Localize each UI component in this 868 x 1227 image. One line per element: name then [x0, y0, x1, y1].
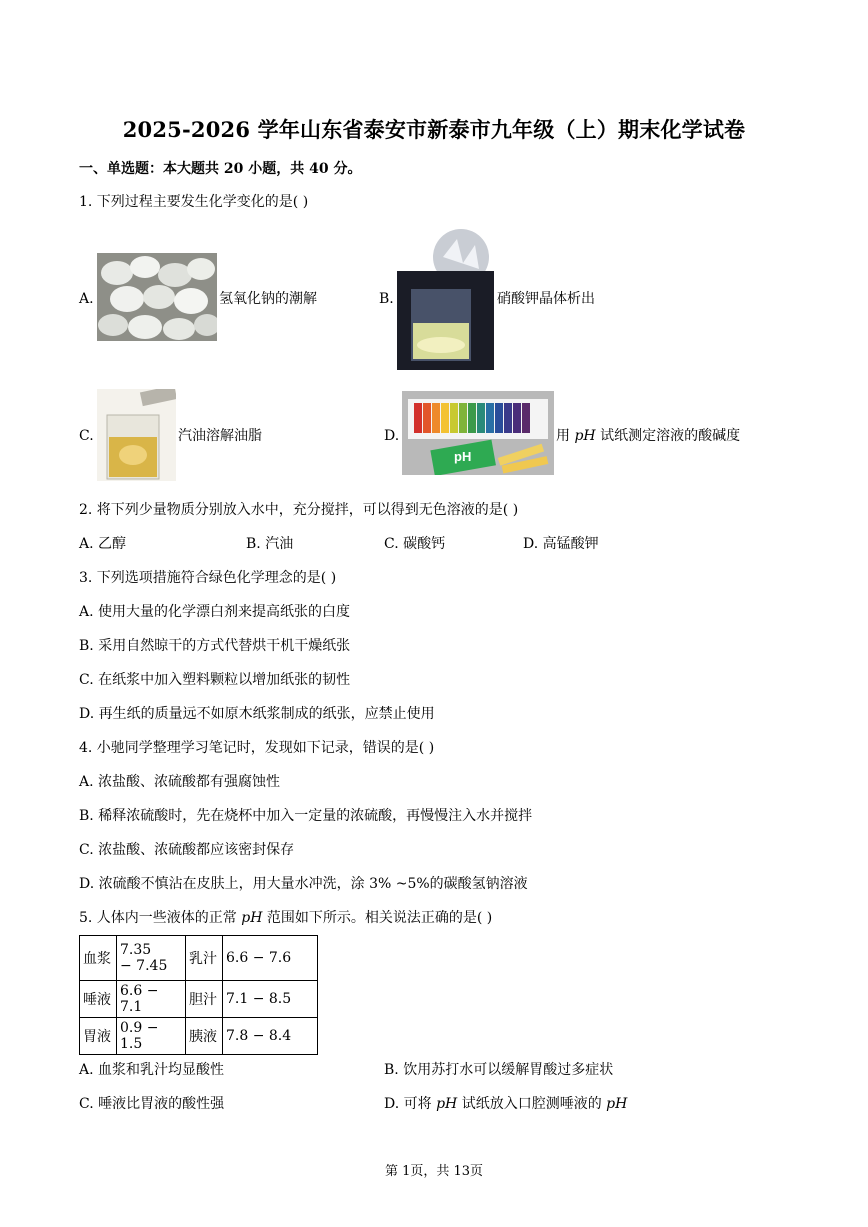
- q3-option-b: B. 采用自然晾干的方式代替烘干机干燥纸张: [79, 638, 351, 654]
- table-cell: 7.8 − 8.4: [223, 1018, 318, 1055]
- table-cell: 6.6 − 7.1: [117, 981, 186, 1018]
- q1-option-a-label: A.: [79, 291, 94, 307]
- table-cell: 7.35 − 7.45: [117, 936, 186, 981]
- q3-stem: 3. 下列选项措施符合绿色化学理念的是( ): [79, 570, 337, 586]
- q1-option-c-label: C.: [79, 428, 94, 444]
- table-cell: 7.1 − 8.5: [223, 981, 318, 1018]
- q1-option-d-text: 用 pH 试纸测定溶液的酸碱度: [556, 428, 741, 444]
- q3-option-a: A. 使用大量的化学漂白剂来提高纸张的白度: [79, 604, 351, 620]
- q4-option-c: C. 浓盐酸、浓硫酸都应该密封保存: [79, 842, 295, 858]
- table-cell: 胰液: [186, 1018, 223, 1055]
- section-heading: 一、单选题：本大题共 20 小题，共 40 分。: [79, 161, 362, 177]
- q2-option-c: C. 碳酸钙: [384, 536, 446, 552]
- q1-option-b-text: 硝酸钾晶体析出: [497, 291, 595, 307]
- table-row: [80, 936, 318, 981]
- q5-stem: 5. 人体内一些液体的正常 pH 范围如下所示。相关说法正确的是( ): [79, 910, 493, 926]
- sodium-hydroxide-pellets-image: [97, 253, 217, 341]
- potassium-nitrate-crystals-image: [397, 227, 494, 370]
- gasoline-oil-beaker-image: [97, 389, 176, 481]
- table-cell: 唾液: [80, 981, 117, 1018]
- q2-option-b: B. 汽油: [246, 536, 294, 552]
- q2-stem: 2. 将下列少量物质分别放入水中，充分搅拌，可以得到无色溶液的是( ): [79, 502, 519, 518]
- q5-option-d: D. 可将 pH 试纸放入口腔测唾液的 pH: [384, 1096, 628, 1112]
- q4-option-b: B. 稀释浓硫酸时，先在烧杯中加入一定量的浓硫酸，再慢慢注入水并搅拌: [79, 808, 533, 824]
- q4-option-a: A. 浓盐酸、浓硫酸都有强腐蚀性: [79, 774, 281, 790]
- ph-test-paper-image: [402, 391, 554, 475]
- ph-box-label: pH: [454, 449, 472, 464]
- q1-option-d-label: D.: [384, 428, 400, 444]
- q4-stem: 4. 小驰同学整理学习笔记时，发现如下记录，错误的是( ): [79, 740, 435, 756]
- q2-option-a: A. 乙醇: [79, 536, 127, 552]
- table-row: [80, 981, 318, 1018]
- table-cell: 6.6 − 7.6: [223, 936, 318, 981]
- ph-range-table: [79, 935, 318, 1055]
- q3-option-c: C. 在纸浆中加入塑料颗粒以增加纸张的韧性: [79, 672, 351, 688]
- q2-option-d: D. 高锰酸钾: [523, 536, 599, 552]
- page-footer: 第 1页，共 13页: [384, 1164, 484, 1179]
- q1-option-a-text: 氢氧化钠的潮解: [219, 291, 317, 307]
- q1-option-c-text: 汽油溶解油脂: [178, 428, 262, 444]
- table-cell: 胃液: [80, 1018, 117, 1055]
- table-row: [80, 1018, 318, 1055]
- q3-option-d: D. 再生纸的质量远不如原木纸浆制成的纸张，应禁止使用: [79, 706, 435, 722]
- q4-option-d: D. 浓硫酸不慎沾在皮肤上，用大量水冲洗，涂 3% ~5%的碳酸氢钠溶液: [79, 876, 528, 892]
- q5-option-c: C. 唾液比胃液的酸性强: [79, 1096, 225, 1112]
- table-cell: 0.9 − 1.5: [117, 1018, 186, 1055]
- q1-stem: 1. 下列过程主要发生化学变化的是( ): [79, 194, 309, 210]
- q1-option-b-label: B.: [379, 291, 394, 307]
- q5-option-b: B. 饮用苏打水可以缓解胃酸过多症状: [384, 1062, 614, 1078]
- table-cell: 胆汁: [186, 981, 223, 1018]
- table-cell: 乳汁: [186, 936, 223, 981]
- table-cell: 血浆: [80, 936, 117, 981]
- page-title: 2025-2026 学年山东省泰安市新泰市九年级（上）期末化学试卷: [122, 117, 746, 142]
- q5-option-a: A. 血浆和乳汁均显酸性: [79, 1062, 225, 1078]
